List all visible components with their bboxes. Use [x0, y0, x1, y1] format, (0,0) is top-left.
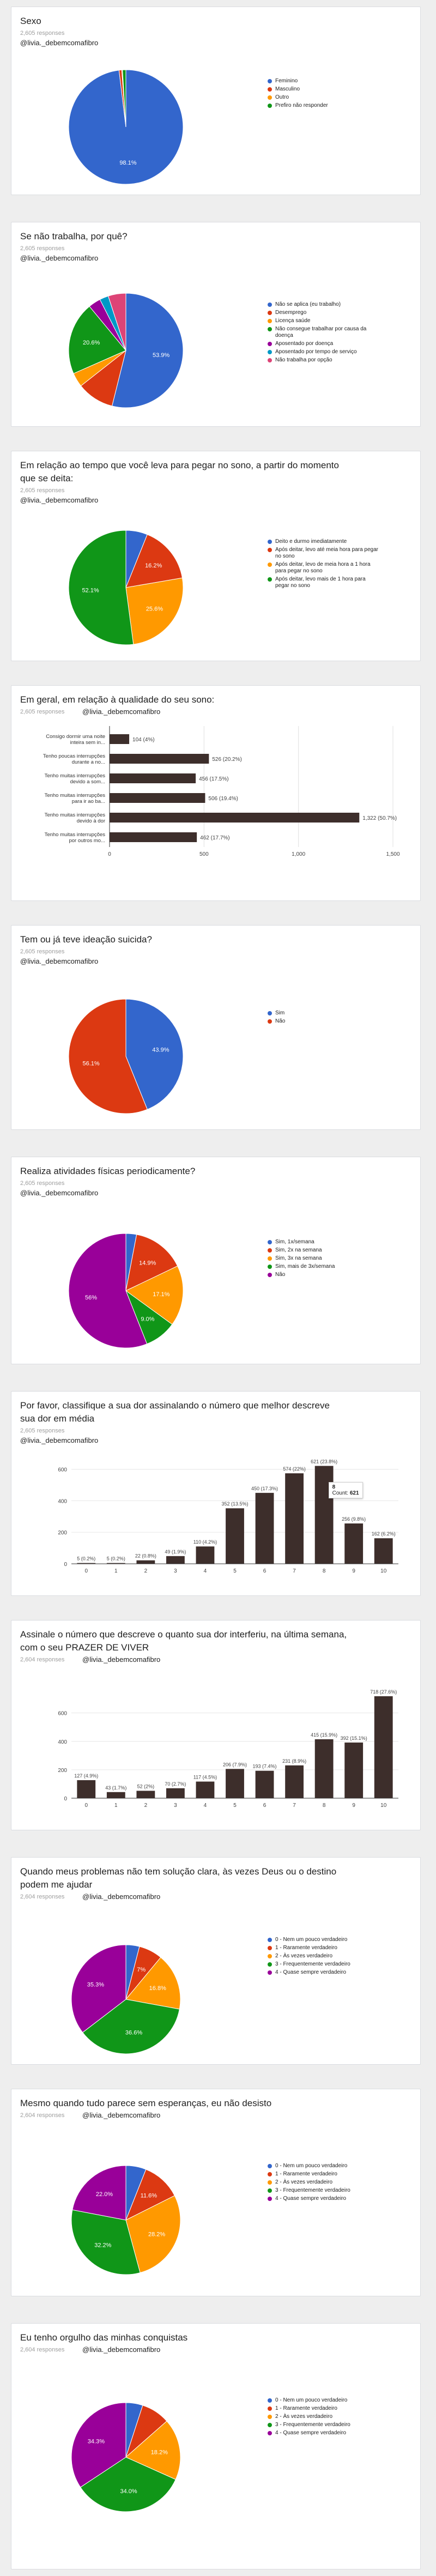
slice-label: 34.0%	[120, 2488, 137, 2495]
bar-value-label: 526 (20.2%)	[212, 757, 242, 763]
question-card-sexo	[11, 7, 421, 195]
legend-item[interactable]	[268, 341, 379, 347]
slice-label: 35.3%	[87, 1981, 105, 1988]
legend-swatch	[268, 1946, 272, 1950]
y-category-label: Tenho muitas interrupções devido à dor	[44, 812, 105, 824]
legend-label: 4 - Quase sempre verdadeiro	[275, 1969, 347, 1975]
legend-swatch	[268, 104, 272, 108]
response-count: 2,604 responses	[20, 1894, 65, 1900]
legend-item[interactable]	[268, 2196, 379, 2202]
legend-item[interactable]	[268, 301, 379, 308]
legend-label: 0 - Nem um pouco verdadeiro	[275, 2397, 348, 2403]
bar-value-label: 52 (2%)	[137, 1783, 155, 1789]
legend-item[interactable]	[268, 1937, 379, 1943]
response-count: 2,604 responses	[20, 1656, 65, 1663]
bar[interactable]	[374, 1538, 393, 1564]
legend-item[interactable]	[268, 1969, 379, 1976]
legend-item[interactable]	[268, 1010, 379, 1017]
legend-item[interactable]	[268, 1961, 379, 1968]
bar-value-label: 206 (7.9%)	[222, 1762, 247, 1768]
x-tick-label: 1,000	[292, 851, 306, 857]
legend-swatch	[268, 540, 272, 544]
bar[interactable]	[110, 773, 196, 783]
x-tick-label: 3	[174, 1803, 177, 1809]
legend-swatch	[268, 1019, 272, 1024]
question-card-prazer_viver	[11, 1620, 421, 1830]
legend-item[interactable]	[268, 1272, 379, 1278]
slice-label: 16.2%	[145, 563, 162, 570]
legend-swatch	[268, 95, 272, 100]
bar[interactable]	[107, 1792, 125, 1798]
bar-value-label: 415 (15.9%)	[311, 1732, 338, 1738]
y-category-label: Consigo dormir uma noite inteira sem in...	[46, 734, 105, 746]
bar-tooltip	[329, 1482, 363, 1498]
y-tick-label: 600	[58, 1710, 67, 1717]
question-card-deus_destino	[11, 1857, 421, 2065]
slice-label: 43.9%	[152, 1047, 169, 1054]
legend-label: Após deitar, levo mais de 1 hora para pegar no sono	[275, 576, 366, 589]
legend-label: Aposentado por doença	[275, 341, 334, 347]
y-category-label: Tenho muitas interrupções para ir ao ba...	[44, 793, 105, 805]
bar[interactable]	[226, 1769, 244, 1798]
legend-item[interactable]	[268, 2187, 379, 2194]
bar-value-label: 506 (19.4%)	[208, 796, 238, 802]
bar-value-label: 256 (9.8%)	[342, 1516, 366, 1522]
legend-item[interactable]	[268, 310, 379, 316]
legend-swatch	[268, 2172, 272, 2176]
slice-label: 98.1%	[119, 159, 137, 166]
response-count: 2,604 responses	[20, 2112, 65, 2119]
watermark-handle: @livia._debemcomafibro	[20, 957, 99, 965]
x-tick-label: 1	[114, 1803, 118, 1809]
slice-label: 9.0%	[141, 1316, 155, 1323]
legend-swatch	[268, 1970, 272, 1975]
x-tick-label: 2	[144, 1568, 148, 1574]
question-title: Sexo	[20, 16, 41, 26]
watermark-handle: @livia._debemcomafibro	[82, 2345, 161, 2354]
legend-swatch	[268, 563, 272, 567]
bar[interactable]	[344, 1523, 363, 1564]
legend-swatch	[268, 319, 272, 323]
legend-swatch	[268, 2398, 272, 2403]
slice-label: 52.1%	[82, 587, 99, 594]
x-tick-label: 9	[352, 1803, 355, 1809]
response-count: 2,605 responses	[20, 245, 65, 252]
chart-legend	[268, 539, 379, 591]
bar-value-label: 574 (22%)	[283, 1466, 306, 1472]
legend-label: Sim, mais de 3x/semana	[275, 1263, 335, 1269]
legend-swatch	[268, 87, 272, 92]
bar-value-label: 621 (23.8%)	[311, 1459, 338, 1465]
legend-swatch	[268, 2164, 272, 2168]
legend-swatch	[268, 1962, 272, 1967]
question-title: Eu tenho orgulho das minhas conquistas	[20, 2332, 188, 2343]
chart-legend	[268, 1010, 379, 1026]
bar[interactable]	[166, 1788, 185, 1798]
tooltip-label: Count:	[332, 1490, 350, 1497]
x-tick-label: 4	[203, 1803, 207, 1809]
bar[interactable]	[196, 1546, 215, 1564]
legend-label: Deito e durmo imediatamente	[275, 539, 347, 545]
slice-label: 17.1%	[153, 1291, 170, 1298]
legend-swatch	[268, 1256, 272, 1261]
legend-item[interactable]	[268, 357, 379, 364]
legend-swatch	[268, 1265, 272, 1269]
pie-slice[interactable]	[69, 530, 134, 645]
response-count: 2,605 responses	[20, 487, 65, 494]
legend-swatch	[268, 2188, 272, 2193]
legend-item[interactable]	[268, 78, 379, 84]
bar-value-label: 450 (17.3%)	[251, 1485, 278, 1491]
tooltip-category: 8	[332, 1484, 336, 1491]
legend-label: Sim, 1x/semana	[275, 1239, 314, 1245]
bar-value-label: 5 (0.2%)	[106, 1556, 125, 1562]
legend-item[interactable]	[268, 2422, 379, 2428]
legend-item[interactable]	[268, 1953, 379, 1960]
x-tick-label: 7	[293, 1568, 296, 1574]
legend-label: 4 - Quase sempre verdadeiro	[275, 2430, 347, 2436]
question-title: Realiza atividades físicas periodicamente?	[20, 1166, 196, 1176]
legend-item[interactable]	[268, 326, 379, 339]
watermark-handle: @livia._debemcomafibro	[82, 708, 161, 716]
legend-label: 0 - Nem um pouco verdadeiro	[275, 2163, 348, 2169]
legend-swatch	[268, 311, 272, 315]
x-tick-label: 8	[322, 1568, 326, 1574]
slice-label: 36.6%	[125, 2029, 143, 2036]
legend-label: Sim, 3x na semana	[275, 1255, 322, 1261]
bar[interactable]	[285, 1765, 304, 1798]
y-tick-label: 600	[58, 1467, 67, 1473]
bar[interactable]	[285, 1473, 304, 1564]
bar-value-label: 117 (4.5%)	[193, 1774, 217, 1780]
legend-label: 3 - Frequentemente verdadeiro	[275, 2187, 350, 2193]
y-category-label: Tenho muitas interrupções devido a som...	[44, 773, 105, 785]
legend-swatch	[268, 79, 272, 83]
legend-item[interactable]	[268, 102, 379, 109]
x-tick-label: 5	[233, 1803, 237, 1809]
legend-label: Prefiro não responder	[275, 102, 328, 108]
x-tick-label: 1	[114, 1568, 118, 1574]
question-title: Se não trabalha, por quê?	[20, 231, 128, 241]
bar-value-label: 70 (2.7%)	[165, 1781, 186, 1787]
legend-item[interactable]	[268, 547, 379, 560]
watermark-handle: @livia._debemcomafibro	[82, 1655, 161, 1664]
response-count: 2,605 responses	[20, 30, 65, 37]
legend-item[interactable]	[268, 2414, 379, 2420]
watermark-handle: @livia._debemcomafibro	[82, 2111, 161, 2119]
question-title: Por favor, classifique a sua dor assinalando o número que melhor descreve sua dor em média	[20, 1400, 330, 1424]
x-tick-label: 6	[263, 1568, 267, 1574]
bar[interactable]	[110, 734, 129, 744]
x-tick-label: 4	[203, 1568, 207, 1574]
chart-legend	[268, 1239, 379, 1280]
question-title: Tem ou já teve ideação suicida?	[20, 934, 152, 945]
legend-label: Desemprego	[275, 310, 307, 316]
legend-swatch	[268, 1011, 272, 1015]
legend-item[interactable]	[268, 1945, 379, 1951]
legend-swatch	[268, 577, 272, 582]
bar-value-label: 49 (1.9%)	[165, 1549, 186, 1555]
chart-orgulho	[11, 2324, 421, 2570]
chart-suicida	[11, 926, 421, 1130]
legend-swatch	[268, 1954, 272, 1958]
legend-label: 2 - Às vezes verdadeiro	[275, 2179, 333, 2185]
legend-item[interactable]	[268, 2163, 379, 2169]
response-count: 2,605 responses	[20, 1180, 65, 1187]
legend-label: 3 - Frequentemente verdadeiro	[275, 2422, 350, 2428]
chart-prazer_viver	[11, 1620, 421, 1831]
x-tick-label: 10	[380, 1568, 387, 1574]
slice-label: 22.0%	[95, 2191, 113, 2198]
legend-label: Não se aplica (eu trabalho)	[275, 301, 341, 307]
question-title: Assinale o número que descreve o quanto sua dor interferiu, na última semana, com o seu PRAZER DE VIVER	[20, 1629, 347, 1653]
question-card-dor_media	[11, 1391, 421, 1596]
legend-item[interactable]	[268, 2171, 379, 2178]
legend-swatch	[268, 2431, 272, 2435]
bar[interactable]	[110, 793, 205, 803]
slice-label: 16.8%	[149, 1985, 166, 1992]
response-count: 2,604 responses	[20, 2347, 65, 2353]
bar[interactable]	[110, 754, 209, 764]
x-tick-label: 1,500	[386, 851, 400, 857]
watermark-handle: @livia._debemcomafibro	[20, 1436, 99, 1444]
y-tick-label: 0	[64, 1796, 67, 1802]
question-card-esperancas	[11, 2089, 421, 2296]
legend-label: 1 - Raramente verdadeiro	[275, 2405, 337, 2411]
legend-label: Masculino	[275, 86, 300, 92]
slice-label: 56%	[85, 1295, 98, 1302]
question-title: Quando meus problemas não tem solução clara, às vezes Deus ou o destino podem me ajudar	[20, 1866, 337, 1890]
bar[interactable]	[344, 1743, 363, 1798]
legend-item[interactable]	[268, 576, 379, 589]
x-tick-label: 10	[380, 1803, 387, 1809]
watermark-handle: @livia._debemcomafibro	[20, 1189, 99, 1197]
legend-swatch	[268, 2180, 272, 2185]
legend-label: Não	[275, 1272, 286, 1278]
legend-label: 4 - Quase sempre verdadeiro	[275, 2196, 347, 2202]
bar[interactable]	[136, 1791, 155, 1798]
watermark-handle: @livia._debemcomafibro	[82, 1892, 161, 1901]
legend-label: Após deitar, levo até meia hora para pegar no sono	[275, 547, 379, 559]
response-count: 2,605 responses	[20, 709, 65, 715]
slice-label: 34.3%	[87, 2438, 105, 2445]
bar[interactable]	[110, 832, 197, 842]
legend-label: Outro	[275, 94, 289, 100]
bar[interactable]	[196, 1782, 215, 1798]
legend-swatch	[268, 358, 272, 362]
legend-swatch	[268, 2423, 272, 2427]
tooltip-value: 621	[349, 1490, 359, 1497]
x-tick-label: 8	[322, 1803, 326, 1809]
bar-value-label: 352 (13.5%)	[221, 1501, 249, 1507]
slice-label: 14.9%	[139, 1260, 156, 1267]
legend-swatch	[268, 2406, 272, 2411]
legend-label: Não	[275, 1018, 286, 1024]
slice-label: 11.6%	[140, 2192, 158, 2199]
x-tick-label: 3	[174, 1568, 177, 1574]
legend-swatch	[268, 1248, 272, 1253]
legend-label: Não consegue trabalhar por causa da doença	[275, 326, 367, 338]
legend-label: 2 - Às vezes verdadeiro	[275, 1953, 333, 1959]
y-category-label: Tenho muitas interrupções por outros mo...	[44, 832, 105, 844]
bar[interactable]	[110, 813, 359, 823]
legend-swatch	[268, 2197, 272, 2201]
slice-label: 56.1%	[82, 1060, 100, 1067]
x-tick-label: 7	[293, 1803, 296, 1809]
bar-value-label: 110 (4.2%)	[193, 1539, 217, 1545]
bar[interactable]	[77, 1780, 95, 1798]
legend-item[interactable]	[268, 2405, 379, 2412]
legend-label: Sim	[275, 1010, 285, 1016]
slice-label: 7%	[137, 1966, 146, 1973]
chart-legend	[268, 78, 379, 111]
legend-item[interactable]	[268, 1239, 379, 1245]
question-card-atividades	[11, 1157, 421, 1364]
bar-value-label: 193 (7.4%)	[252, 1763, 277, 1769]
question-title: Mesmo quando tudo parece sem esperanças, eu não desisto	[20, 2098, 272, 2108]
bar-value-label: 718 (27.6%)	[370, 1689, 397, 1695]
slice-label: 20.6%	[83, 340, 100, 347]
legend-label: 3 - Frequentemente verdadeiro	[275, 1961, 350, 1967]
bar-value-label: 392 (15.1%)	[340, 1735, 367, 1741]
legend-item[interactable]	[268, 1255, 379, 1262]
question-card-orgulho	[11, 2323, 421, 2569]
question-card-sono_tempo	[11, 451, 421, 661]
bar[interactable]	[256, 1493, 274, 1564]
bar[interactable]	[315, 1739, 334, 1798]
x-tick-label: 0	[84, 1568, 88, 1574]
bar[interactable]	[374, 1696, 393, 1798]
question-title: Em relação ao tempo que você leva para pegar no sono, a partir do momento que se deita:	[20, 460, 339, 483]
bar-value-label: 5 (0.2%)	[77, 1556, 96, 1562]
bar-value-label: 22 (0.8%)	[135, 1553, 156, 1559]
legend-swatch	[268, 350, 272, 354]
bar[interactable]	[315, 1466, 334, 1564]
y-tick-label: 200	[58, 1530, 67, 1537]
legend-item[interactable]	[268, 1018, 379, 1025]
legend-item[interactable]	[268, 2179, 379, 2186]
slice-label: 53.9%	[153, 352, 170, 359]
y-tick-label: 400	[58, 1498, 67, 1505]
legend-label: Após deitar, levo de meia hora a 1 hora para pegar no sono	[275, 561, 371, 574]
slice-label: 25.6%	[146, 606, 164, 613]
response-count: 2,605 responses	[20, 1428, 65, 1434]
bar-value-label: 162 (6.2%)	[371, 1531, 396, 1537]
question-card-sono_qualidade	[11, 685, 421, 901]
watermark-handle: @livia._debemcomafibro	[20, 254, 99, 262]
legend-label: Sim, 2x na semana	[275, 1247, 322, 1253]
response-count: 2,605 responses	[20, 948, 65, 955]
legend-item[interactable]	[268, 2397, 379, 2404]
legend-label: 0 - Nem um pouco verdadeiro	[275, 1937, 348, 1943]
chart-legend	[268, 2397, 379, 2438]
bar[interactable]	[166, 1556, 185, 1564]
x-tick-label: 5	[233, 1568, 237, 1574]
bar-value-label: 231 (8.9%)	[282, 1758, 307, 1764]
legend-swatch	[268, 1273, 272, 1277]
x-tick-label: 0	[108, 851, 111, 857]
legend-label: 1 - Raramente verdadeiro	[275, 2171, 337, 2177]
legend-label: Feminino	[275, 78, 298, 84]
watermark-handle: @livia._debemcomafibro	[20, 496, 99, 504]
chart-legend	[268, 1937, 379, 1978]
y-tick-label: 400	[58, 1739, 67, 1745]
bar-value-label: 127 (4.9%)	[74, 1773, 99, 1779]
bar-value-label: 1,322 (50.7%)	[362, 815, 397, 821]
bar-value-label: 456 (17.5%)	[199, 776, 229, 782]
x-tick-label: 6	[263, 1803, 267, 1809]
x-tick-label: 9	[352, 1568, 355, 1574]
question-card-trabalho	[11, 222, 421, 427]
y-tick-label: 200	[58, 1767, 67, 1774]
legend-item[interactable]	[268, 2430, 379, 2436]
slice-label: 28.2%	[148, 2231, 166, 2238]
legend-label: Licença saúde	[275, 318, 311, 324]
x-tick-label: 2	[144, 1803, 148, 1809]
bar[interactable]	[136, 1561, 155, 1564]
legend-item[interactable]	[268, 1247, 379, 1254]
watermark-handle: @livia._debemcomafibro	[20, 39, 99, 47]
legend-item[interactable]	[268, 94, 379, 101]
slice-label: 32.2%	[94, 2242, 112, 2249]
legend-item[interactable]	[268, 318, 379, 324]
legend-label: 2 - Às vezes verdadeiro	[275, 2414, 333, 2420]
legend-swatch	[268, 327, 272, 331]
legend-swatch	[268, 2415, 272, 2419]
bar-value-label: 43 (1.7%)	[105, 1785, 127, 1791]
bar-value-label: 462 (17.7%)	[200, 835, 230, 841]
legend-swatch	[268, 548, 272, 552]
legend-item[interactable]	[268, 349, 379, 355]
legend-label: 1 - Raramente verdadeiro	[275, 1945, 337, 1951]
question-card-suicida	[11, 925, 421, 1130]
legend-item[interactable]	[268, 539, 379, 545]
legend-item[interactable]	[268, 1263, 379, 1270]
bar[interactable]	[256, 1771, 274, 1798]
slice-label: 18.2%	[150, 2449, 168, 2456]
question-title: Em geral, em relação à qualidade do seu sono:	[20, 694, 215, 705]
legend-swatch	[268, 303, 272, 307]
legend-swatch	[268, 1240, 272, 1244]
legend-label: Aposentado por tempo de serviço	[275, 349, 357, 355]
y-category-label: Tenho poucas interrupções durante a no...	[43, 753, 105, 765]
bar[interactable]	[226, 1508, 244, 1564]
chart-sono_qualidade	[11, 686, 421, 902]
x-tick-label: 0	[84, 1803, 88, 1809]
legend-label: Não trabalha por opção	[275, 357, 332, 363]
chart-legend	[268, 2163, 379, 2204]
legend-item[interactable]	[268, 86, 379, 93]
legend-item[interactable]	[268, 561, 379, 575]
legend-swatch	[268, 342, 272, 346]
x-tick-label: 500	[199, 851, 209, 857]
legend-swatch	[268, 1938, 272, 1942]
chart-legend	[268, 301, 379, 365]
bar-value-label: 104 (4%)	[132, 737, 155, 743]
y-tick-label: 0	[64, 1562, 67, 1568]
